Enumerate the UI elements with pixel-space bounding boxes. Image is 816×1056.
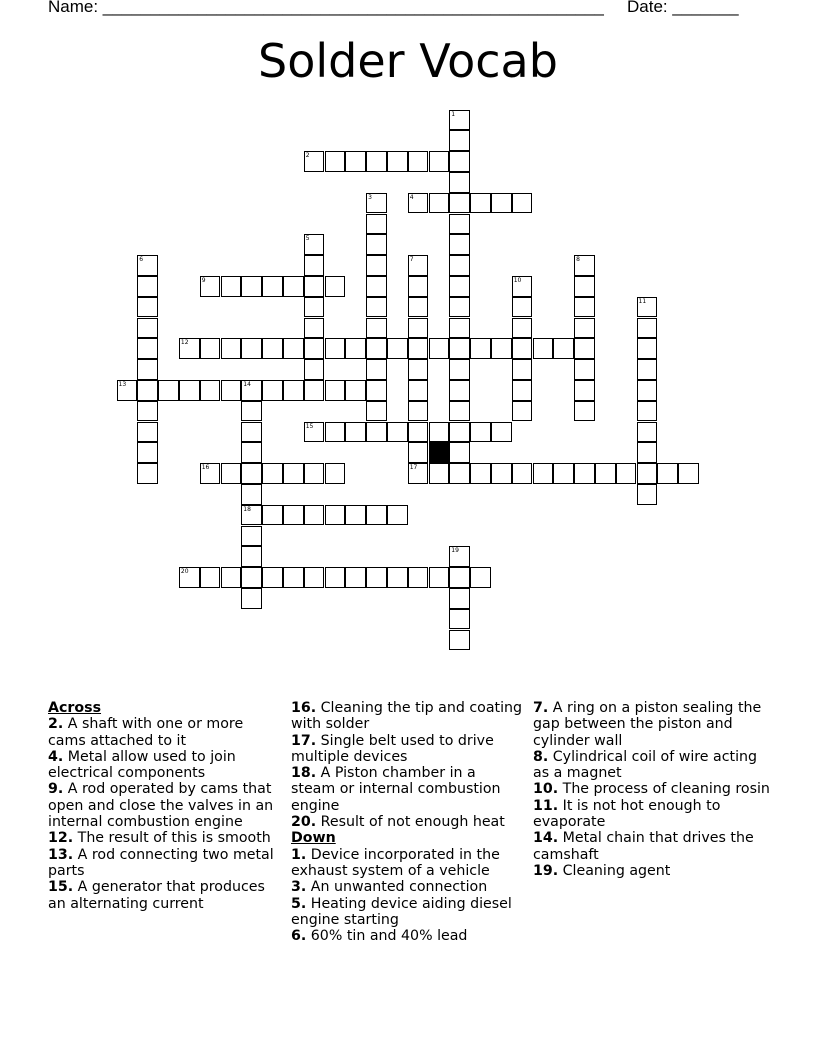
grid-cell[interactable] <box>408 193 429 214</box>
grid-cell[interactable] <box>533 338 554 359</box>
grid-cell[interactable] <box>408 380 429 401</box>
grid-cell[interactable] <box>408 567 429 588</box>
clue-number: 13 <box>118 380 127 388</box>
grid-cell[interactable] <box>574 297 595 318</box>
clue-down-6: 6. 60% tin and 40% lead <box>291 928 468 945</box>
grid-cell[interactable] <box>325 338 346 359</box>
grid-cell[interactable] <box>241 442 262 463</box>
grid-cell[interactable] <box>137 422 158 443</box>
grid-cell[interactable] <box>117 380 138 401</box>
grid-cell[interactable] <box>449 338 470 359</box>
clue-across-9: 9. A rod operated by cams that open and close the valves in an internal combustion engine <box>48 781 274 831</box>
grid-cell[interactable] <box>574 276 595 297</box>
grid-cell[interactable] <box>304 380 325 401</box>
grid-cell[interactable] <box>179 380 200 401</box>
grid-cell[interactable] <box>345 567 366 588</box>
clue-down-14: 14. Metal chain that drives the camshaft <box>533 830 754 863</box>
clue-number: 2 <box>305 152 310 160</box>
grid-cell[interactable] <box>304 338 325 359</box>
grid-cell[interactable] <box>304 463 325 484</box>
grid-cell[interactable] <box>449 172 470 193</box>
grid-cell[interactable] <box>345 338 366 359</box>
grid-cell[interactable] <box>574 380 595 401</box>
grid-cell[interactable] <box>366 255 387 276</box>
grid-cell[interactable] <box>283 276 304 297</box>
grid-cell[interactable] <box>637 338 658 359</box>
grid-cell[interactable] <box>491 338 512 359</box>
clue-number: 9 <box>201 276 206 284</box>
grid-cell[interactable] <box>366 297 387 318</box>
grid-cell[interactable] <box>574 401 595 422</box>
grid-cell[interactable] <box>449 276 470 297</box>
grid-cell[interactable] <box>366 318 387 339</box>
grid-cell[interactable] <box>221 380 242 401</box>
grid-cell[interactable] <box>200 567 221 588</box>
grid-cell[interactable] <box>429 193 450 214</box>
grid-cell[interactable] <box>283 380 304 401</box>
clue-down-8: 8. Cylindrical coil of wire acting as a magnet <box>533 748 758 782</box>
grid-cell[interactable] <box>491 463 512 484</box>
clue-number: 19 <box>451 547 459 555</box>
clue-number: 17 <box>409 464 418 472</box>
grid-cell[interactable] <box>262 338 283 359</box>
grid-cell[interactable] <box>512 297 533 318</box>
grid-cell[interactable] <box>637 442 658 463</box>
grid-cell[interactable] <box>637 297 658 318</box>
clue-down-7: 7. A ring on a piston sealing the gap between the piston and cylinder wall <box>533 700 762 749</box>
grid-cell[interactable] <box>574 463 595 484</box>
grid-cell[interactable] <box>366 193 387 214</box>
grid-cell[interactable] <box>470 338 491 359</box>
grid-cell[interactable] <box>512 193 533 214</box>
grid-cell[interactable] <box>241 276 262 297</box>
grid-cell[interactable] <box>512 276 533 297</box>
clue-down-1: 1. Device incorporated in the exhaust system of a vehicle <box>291 846 500 879</box>
grid-cell[interactable] <box>449 567 470 588</box>
grid-cell[interactable] <box>533 463 554 484</box>
grid-cell[interactable] <box>304 276 325 297</box>
grid-cell[interactable] <box>408 276 429 297</box>
grid-cell[interactable] <box>449 359 470 380</box>
grid-cell[interactable] <box>345 151 366 172</box>
clue-number: 10 <box>513 276 522 284</box>
grid-cell[interactable] <box>137 318 158 339</box>
grid-cell[interactable] <box>221 276 242 297</box>
grid-cell[interactable] <box>262 380 283 401</box>
grid-cell[interactable] <box>637 422 658 443</box>
grid-cell[interactable] <box>637 401 658 422</box>
grid-cell[interactable] <box>470 422 491 443</box>
grid-cell[interactable] <box>637 359 658 380</box>
grid-cell[interactable] <box>241 526 262 547</box>
clue-number: 15 <box>305 422 314 430</box>
grid-cell[interactable] <box>241 401 262 422</box>
grid-cell[interactable] <box>283 505 304 526</box>
grid-cell[interactable] <box>366 276 387 297</box>
clue-down-19: 19. Cleaning agent <box>533 862 671 879</box>
grid-cell[interactable] <box>283 338 304 359</box>
clue-number: 1 <box>451 110 456 118</box>
grid-cell[interactable] <box>179 338 200 359</box>
clue-number: 20 <box>180 568 189 576</box>
grid-cell[interactable] <box>387 338 408 359</box>
grid-cell[interactable] <box>429 151 450 172</box>
grid-cell[interactable] <box>449 130 470 151</box>
grid-cell[interactable] <box>449 401 470 422</box>
clue-number: 7 <box>409 256 414 264</box>
grid-cell[interactable] <box>616 463 637 484</box>
grid-cell[interactable] <box>262 505 283 526</box>
grid-cell[interactable] <box>366 338 387 359</box>
grid-cell[interactable] <box>366 214 387 235</box>
grid-cell[interactable] <box>325 567 346 588</box>
grid-cell[interactable] <box>408 442 429 463</box>
grid-cell[interactable] <box>241 484 262 505</box>
grid-cell[interactable] <box>637 463 658 484</box>
grid-cell[interactable] <box>553 463 574 484</box>
grid-cell[interactable] <box>304 505 325 526</box>
grid-cell[interactable] <box>325 151 346 172</box>
grid-cell[interactable] <box>137 276 158 297</box>
grid-cell[interactable] <box>137 401 158 422</box>
grid-cell[interactable] <box>408 401 429 422</box>
grid-cell[interactable] <box>241 463 262 484</box>
grid-cell[interactable] <box>512 338 533 359</box>
grid-cell[interactable] <box>387 505 408 526</box>
grid-cell[interactable] <box>179 567 200 588</box>
grid-cell[interactable] <box>491 193 512 214</box>
grid-cell[interactable] <box>574 338 595 359</box>
grid-cell[interactable] <box>241 588 262 609</box>
grid-cell[interactable] <box>221 567 242 588</box>
grid-cell[interactable] <box>283 567 304 588</box>
grid-cell[interactable] <box>408 151 429 172</box>
grid-cell[interactable] <box>345 422 366 443</box>
grid-cell[interactable] <box>408 338 429 359</box>
grid-cell[interactable] <box>200 276 221 297</box>
grid-cell[interactable] <box>449 609 470 630</box>
clue-number: 11 <box>638 297 647 305</box>
grid-cell[interactable] <box>158 380 179 401</box>
grid-cell[interactable] <box>241 338 262 359</box>
grid-cell[interactable] <box>241 505 262 526</box>
grid-cell[interactable] <box>408 359 429 380</box>
grid-cell[interactable] <box>137 380 158 401</box>
grid-cell[interactable] <box>637 318 658 339</box>
grid-cell[interactable] <box>408 422 429 443</box>
grid-cell[interactable] <box>325 276 346 297</box>
clue-down-5: 5. Heating device aiding diesel engine starting <box>291 895 512 928</box>
grid-cell[interactable] <box>262 276 283 297</box>
clue-number: 16 <box>201 464 210 472</box>
grid-cell[interactable] <box>678 463 699 484</box>
clue-number: 3 <box>368 193 372 201</box>
grid-cell[interactable] <box>449 422 470 443</box>
clue-across-12: 12. The result of this is smooth <box>48 830 271 847</box>
grid-cell[interactable] <box>408 297 429 318</box>
grid-cell[interactable] <box>221 463 242 484</box>
grid-cell[interactable] <box>637 484 658 505</box>
grid-cell[interactable] <box>470 463 491 484</box>
grid-cell[interactable] <box>241 422 262 443</box>
grid-cell[interactable] <box>449 630 470 651</box>
grid-cell[interactable] <box>304 422 325 443</box>
grid-cell[interactable] <box>512 463 533 484</box>
clue-across-17: 17. Single belt used to drive multiple devices <box>291 732 494 765</box>
grid-cell[interactable] <box>345 505 366 526</box>
grid-cell[interactable] <box>408 255 429 276</box>
clue-across-4: 4. Metal allow used to join electrical components <box>48 748 236 782</box>
grid-cell[interactable] <box>137 359 158 380</box>
grid-cell[interactable] <box>449 318 470 339</box>
grid-cell[interactable] <box>595 463 616 484</box>
grid-cell[interactable] <box>449 463 470 484</box>
grid-cell[interactable] <box>574 255 595 276</box>
clue-down-3: 3. An unwanted connection <box>291 879 488 896</box>
grid-cell[interactable] <box>553 338 574 359</box>
grid-cell[interactable] <box>366 359 387 380</box>
grid-cell[interactable] <box>137 442 158 463</box>
grid-cell[interactable] <box>304 318 325 339</box>
grid-cell[interactable] <box>325 380 346 401</box>
grid-cell[interactable] <box>241 567 262 588</box>
grid-cell[interactable] <box>262 463 283 484</box>
grid-cell[interactable] <box>449 110 470 131</box>
clue-number: 6 <box>139 256 144 264</box>
clue-number: 5 <box>305 235 310 243</box>
grid-cell[interactable] <box>137 297 158 318</box>
grid-cell[interactable] <box>387 422 408 443</box>
date-field[interactable]: Date: _______ <box>627 0 739 16</box>
grid-cell[interactable] <box>387 151 408 172</box>
grid-cell[interactable] <box>449 214 470 235</box>
grid-cell[interactable] <box>408 318 429 339</box>
grid-cell[interactable] <box>408 463 429 484</box>
grid-cell[interactable] <box>512 318 533 339</box>
clues-column-1 <box>48 700 280 912</box>
grid-cell[interactable] <box>200 380 221 401</box>
grid-cell[interactable] <box>512 359 533 380</box>
clues-column-3 <box>533 700 773 879</box>
grid-cell[interactable] <box>387 567 408 588</box>
clue-across-15: 15. A generator that produces an alternating current <box>48 879 265 912</box>
grid-cell[interactable] <box>366 567 387 588</box>
page-title: Solder Vocab <box>258 34 558 88</box>
grid-cell[interactable] <box>366 151 387 172</box>
clue-across-18: 18. A Piston chamber in a steam or internal combustion engine <box>291 765 501 814</box>
grid-cell[interactable] <box>304 151 325 172</box>
black-cell <box>429 442 450 463</box>
clue-down-10: 10. The process of cleaning rosin <box>533 781 770 798</box>
grid-cell[interactable] <box>325 505 346 526</box>
grid-cell[interactable] <box>449 380 470 401</box>
grid-cell[interactable] <box>657 463 678 484</box>
clue-number: 4 <box>409 193 414 201</box>
clue-number: 12 <box>180 339 189 347</box>
grid-cell[interactable] <box>137 255 158 276</box>
grid-cell[interactable] <box>449 546 470 567</box>
clue-number: 8 <box>576 256 580 264</box>
clue-number: 18 <box>243 505 251 513</box>
grid-cell[interactable] <box>345 380 366 401</box>
grid-cell[interactable] <box>137 463 158 484</box>
grid-cell[interactable] <box>637 380 658 401</box>
grid-cell[interactable] <box>429 422 450 443</box>
grid-cell[interactable] <box>325 463 346 484</box>
grid-cell[interactable] <box>283 463 304 484</box>
grid-cell[interactable] <box>137 338 158 359</box>
grid-cell[interactable] <box>366 422 387 443</box>
grid-cell[interactable] <box>241 546 262 567</box>
grid-cell[interactable] <box>429 338 450 359</box>
grid-cell[interactable] <box>325 422 346 443</box>
clues-column-2 <box>291 700 523 944</box>
across-heading: Across <box>48 700 102 716</box>
grid-cell[interactable] <box>200 338 221 359</box>
grid-cell[interactable] <box>221 338 242 359</box>
grid-cell[interactable] <box>366 505 387 526</box>
grid-cell[interactable] <box>449 442 470 463</box>
clue-across-2: 2. A shaft with one or more cams attached to it <box>48 716 244 749</box>
grid-cell[interactable] <box>491 422 512 443</box>
grid-cell[interactable] <box>512 401 533 422</box>
grid-cell[interactable] <box>470 567 491 588</box>
down-heading: Down <box>291 830 336 847</box>
clue-across-20: 20. Result of not enough heat <box>291 814 505 831</box>
grid-cell[interactable] <box>512 380 533 401</box>
grid-cell[interactable] <box>262 567 283 588</box>
grid-cell[interactable] <box>304 255 325 276</box>
grid-cell[interactable] <box>200 463 221 484</box>
grid-cell[interactable] <box>304 234 325 255</box>
grid-cell[interactable] <box>449 588 470 609</box>
grid-cell[interactable] <box>449 234 470 255</box>
clue-number: 14 <box>243 380 251 388</box>
grid-cell[interactable] <box>241 380 262 401</box>
clue-down-11: 11. It is not hot enough to evaporate <box>533 797 721 831</box>
grid-cell[interactable] <box>366 234 387 255</box>
grid-cell[interactable] <box>366 380 387 401</box>
clue-across-13: 13. A rod connecting two metal parts <box>48 846 274 879</box>
grid-cell[interactable] <box>429 463 450 484</box>
grid-cell[interactable] <box>304 297 325 318</box>
grid-cell[interactable] <box>429 567 450 588</box>
grid-cell[interactable] <box>470 193 491 214</box>
grid-cell[interactable] <box>449 151 470 172</box>
grid-cell[interactable] <box>574 359 595 380</box>
clue-across-16: 16. Cleaning the tip and coating with solder <box>291 700 523 733</box>
grid-cell[interactable] <box>449 255 470 276</box>
grid-cell[interactable] <box>304 359 325 380</box>
grid-cell[interactable] <box>304 567 325 588</box>
grid-cell[interactable] <box>574 318 595 339</box>
grid-cell[interactable] <box>366 401 387 422</box>
grid-cell[interactable] <box>449 297 470 318</box>
grid-cell[interactable] <box>449 193 470 214</box>
name-field[interactable]: Name: _____________________________________________________ <box>48 0 604 16</box>
